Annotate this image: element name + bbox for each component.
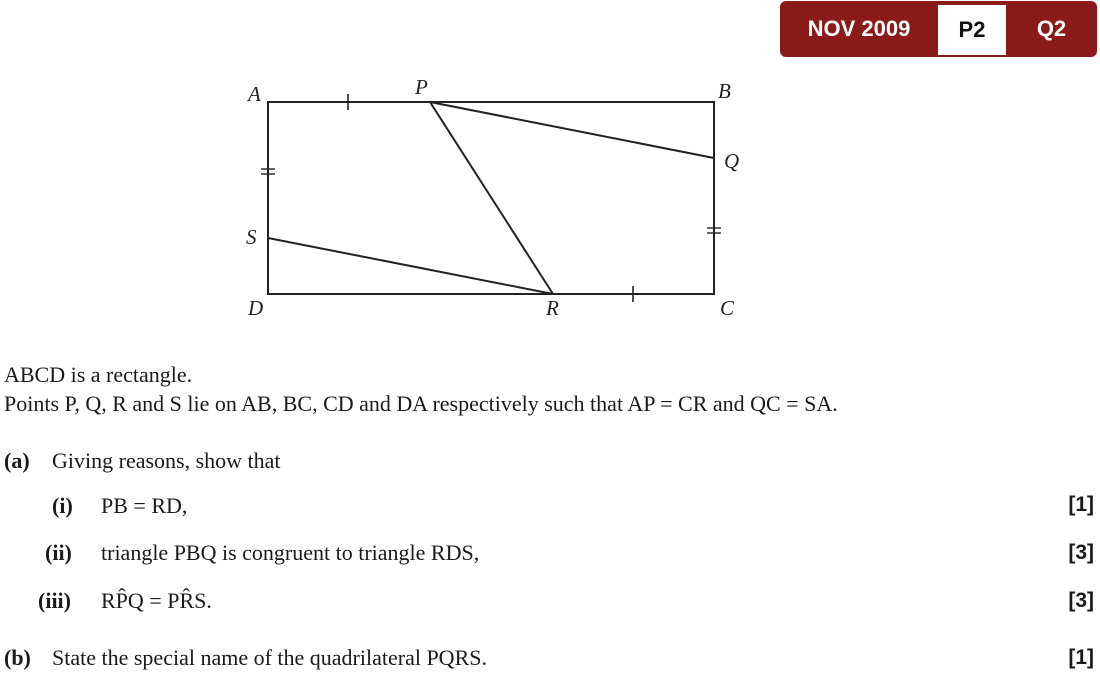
vertex-label-p: P — [415, 75, 428, 99]
part-a-number: (a) — [4, 448, 30, 473]
part-a-iii-number: (iii) — [38, 588, 71, 613]
intro-line-1: ABCD is a rectangle. — [4, 362, 193, 387]
exam-session-label: NOV 2009 — [807, 16, 911, 41]
part-a-iii-text: RP̂Q = PR̂S. — [101, 588, 212, 613]
part-a-ii-number: (ii) — [45, 540, 72, 565]
vertex-label-r: R — [546, 296, 559, 320]
part-a-prompt: Giving reasons, show that — [52, 448, 281, 473]
part-a-i-marks: [1] — [1068, 493, 1094, 516]
vertex-label-s: S — [246, 225, 257, 249]
intro-line-2: Points P, Q, R and S lie on AB, BC, CD and DA respectively such that AP = CR and QC = SA. — [4, 391, 838, 416]
paper-number-label: P2 — [938, 5, 1006, 55]
question-number-label: Q2 — [1036, 16, 1067, 41]
segment-pq — [430, 102, 714, 158]
vertex-label-d: D — [248, 296, 264, 320]
segment-sr — [268, 238, 553, 294]
vertex-label-q: Q — [724, 149, 740, 173]
part-a-i-number: (i) — [52, 493, 73, 518]
part-a-ii-text: triangle PBQ is congruent to triangle RDS, — [101, 540, 480, 565]
segment-pr — [430, 102, 553, 294]
part-b-number: (b) — [4, 645, 31, 670]
vertex-label-a: A — [248, 82, 261, 106]
part-b-text: State the special name of the quadrilateral PQRS. — [52, 645, 487, 670]
vertex-label-c: C — [720, 296, 735, 320]
part-a-iii-marks: [3] — [1068, 589, 1094, 612]
part-a-ii-marks: [3] — [1068, 541, 1094, 564]
part-a-i-text: PB = RD, — [101, 493, 188, 518]
vertex-label-b: B — [718, 79, 731, 103]
part-b-marks: [1] — [1068, 646, 1094, 669]
